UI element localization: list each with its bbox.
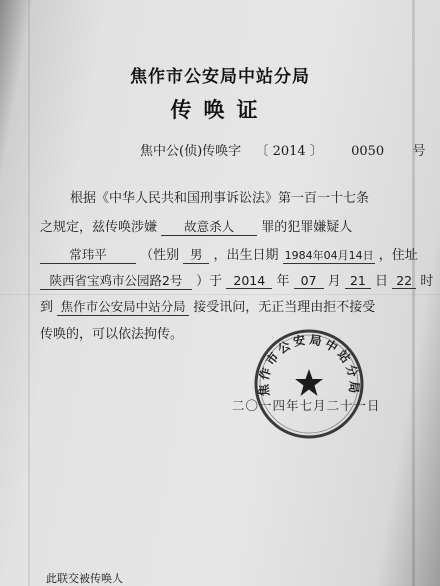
paper-fold <box>0 294 440 295</box>
body-text: （性别 <box>140 248 180 263</box>
seal-star-icon <box>295 369 323 396</box>
hour-field: 22 <box>392 273 416 289</box>
gender-field: 男 <box>183 245 209 264</box>
document-title: 传唤证 <box>170 98 270 122</box>
body-text: ，住址 <box>378 248 418 263</box>
body-text: ）于 <box>196 274 223 289</box>
body-text: 年 <box>276 274 290 289</box>
day-field: 21 <box>345 273 371 289</box>
issue-date: 二〇一四年七月二十一日 <box>232 398 381 413</box>
body-line-4 <box>40 270 433 290</box>
body-text: 传唤的，可以依法拘传。 <box>40 327 184 342</box>
body-text: 接受讯问，无正当理由拒不接受 <box>193 300 376 315</box>
body-text: 到 <box>40 300 54 315</box>
birth-date-field: 1984年04月14日 <box>284 249 374 262</box>
doc-number-value: 0050 <box>351 144 385 159</box>
doc-number-suffix: 号 <box>412 144 426 159</box>
body-line-5 <box>40 296 375 316</box>
address-field: 陕西省宝鸡市公园路2号 <box>40 271 192 290</box>
document-number <box>140 140 425 159</box>
month-field: 07 <box>294 273 324 289</box>
location-field: 焦作市公安局中站分局 <box>57 297 189 316</box>
body-text: ，出生日期 <box>213 248 279 263</box>
body-line-2 <box>40 216 352 236</box>
body-text: 罪的犯罪嫌疑人 <box>261 220 353 235</box>
body-line-6 <box>40 323 183 342</box>
official-seal-stamp <box>253 328 365 440</box>
paper-fold <box>28 0 30 586</box>
body-text: 根据《中华人民共和国刑事诉讼法》第一百一十七条 <box>70 191 370 206</box>
year-field: 2014 <box>226 273 272 289</box>
footer-note: 此联交被传唤人 <box>46 572 123 585</box>
doc-number-year: 〔 2014 〕 <box>255 144 323 159</box>
issuing-authority-title: 焦作市公安局中站分局 <box>130 67 310 87</box>
body-text: 日 <box>375 274 389 289</box>
suspect-name-field: 常玮平 <box>40 245 136 264</box>
crime-field: 故意杀人 <box>161 217 257 236</box>
paper-fold <box>412 0 415 586</box>
body-line-1 <box>70 187 369 206</box>
body-text: 之规定，兹传唤涉嫌 <box>40 220 158 235</box>
doc-number-prefix: 焦中公(侦)传唤字 <box>140 144 242 159</box>
seal-arc-text: 焦作市公安局中站分局 <box>256 332 362 397</box>
body-text: 月 <box>327 274 341 289</box>
body-line-3 <box>40 244 418 264</box>
body-text: 时 <box>420 274 434 289</box>
